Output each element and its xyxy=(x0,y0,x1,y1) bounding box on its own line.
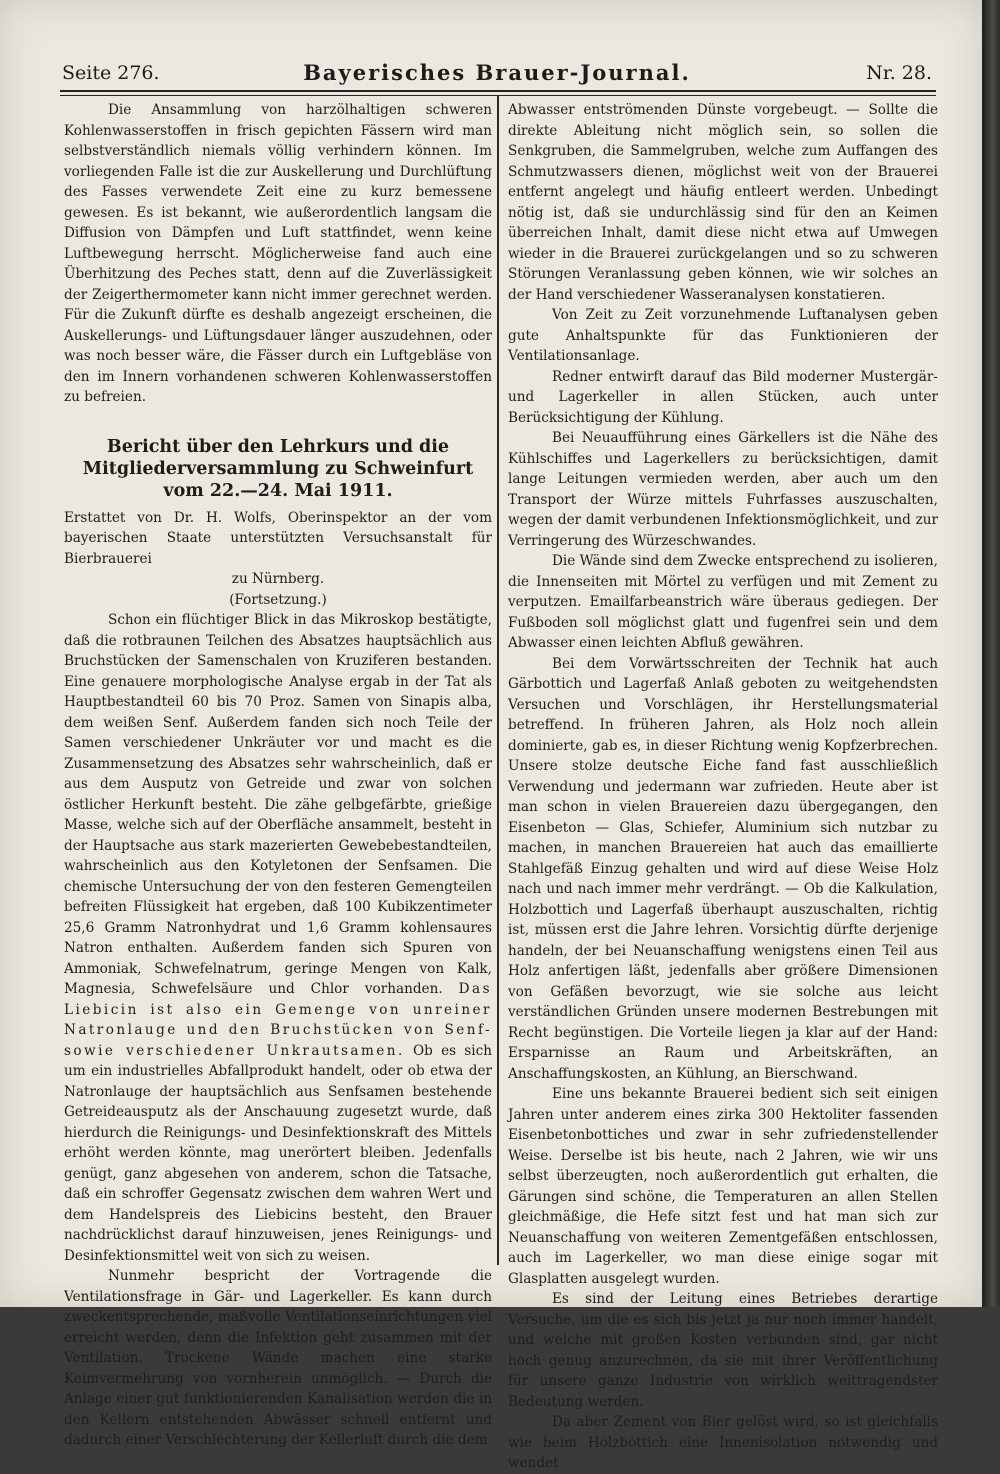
page-number: Seite 276. xyxy=(62,62,160,84)
body-paragraph: Von Zeit zu Zeit vorzunehmende Luftanalysen geben gute Anhaltspunkte für das Funktionieren der Ventilationsanlage. xyxy=(508,307,938,364)
body-paragraph: Bei dem Vorwärtsschreiten der Technik hat auch Gärbottich und Lagerfaß Anlaß geboten zu weitgehendsten Versuchen und Vorschlägen, ihr Herstellungsmaterial betreffend. In früheren Jahren, als Holz noch allein dominierte, gab es, in dieser Richtung wenig Kopfzerbrechen. Unsere stolze deutsche Eiche fand fast ausschließlich Verwendung und jedermann war zufrieden. Heute aber ist man schon in vielen Brauereien dazu übergegangen, den Eisenbeton — Glas, Schiefer, Aluminium sich nutzbar zu machen, in manchen Brauereien hat auch das emaillierte Stahlgefäß Einzug gehalten und wird auf diese Weise Holz nach und nach immer mehr verdrängt. — Ob die Kalkulation, Holzbottich und Lagerfaß überhaupt auszuschalten, richtig ist, müssen erst die Jahre lehren. Vorsichtig dürfte derjenige handeln, der bei Neuanschaffung wenigstens einen Teil aus Holz anfertigen läßt, jedenfalls aber größere Dimensionen von Gefäßen bevorzugt, wie sie solche aus leicht verständlichen Gründen unsere modernen Bestrebungen mit Recht begünstigen. Die Vorteile liegen ja klar auf der Hand: Ersparnisse an Raum und Arbeitskräften, an Anschaffungskosten, an Kühlung, an Bierschwand. xyxy=(508,655,938,1082)
article-heading: Bericht über den Lehrkurs und die Mitgliederversammlung zu Schweinfurt vom 22.—24. Mai 1911. xyxy=(82,436,474,501)
intro-paragraph: Die Ansammlung von harzölhaltigen schweren Kohlenwasserstoffen in frisch gepichten Fässern wird man selbstverständlich niemals völlig verhindern können. Im vorliegenden Falle ist die zur Auskellerung und Durchlüftung des Fasses verwendete Zeit eine zu kurz bemessene gewesen. Es ist bekannt, wie außerordentlich langsam die Diffusion von Dämpfen und Luft stattfindet, wenn keine Luftbewegung herrscht. Möglicherweise fand auch eine Überhitzung des Peches statt, denn auf die Zuverlässigkeit der Zeigerthermometer kann nicht immer gerechnet werden. Für die Zukunft dürfte es deshalb angezeigt erscheinen, die Auskellerungs- und Lüftungsdauer länger auszudehnen, oder was noch besser wäre, die Fässer durch ein Luftgebläse von den im Innern vorhandenen schweren Kohlenwasserstoffen zu befreien. xyxy=(64,102,492,405)
body-paragraph: Da aber Zement von Bier gelöst wird, so ist gleichfalls wie beim Holzbottich eine Innenisolation notwendig und wendet xyxy=(508,1414,938,1471)
body-paragraph: Eine uns bekannte Brauerei bedient sich seit einigen Jahren unter anderem eines zirka 300 Hektoliter fassenden Eisenbetonbottiches und zwar in sehr zufriedenstellender Weise. Derselbe ist bis heute, nach 2 Jahren, wie wir uns selbst überzeugten, noch außerordentlich gut erhalten, die Gärungen sind schöne, die Temperaturen an allen Stellen gleichmäßige, die Hefe sitzt fest und hat man sich zur Neuanschaffung von weiteren Zementgefäßen entschlossen, auch im Lagerkeller, wo man diese einige sogar mit Glasplatten ausgelegt wurden. xyxy=(508,1086,938,1287)
body-paragraph: Die Wände sind dem Zwecke entsprechend zu isolieren, die Innenseiten mit Mörtel zu verfügen und mit Zement zu verputzen. Emailfarbeanstrich wäre überaus gediegen. Der Fußboden soll möglichst glatt und fugenfrei sein und dem Abwasser einen leichten Abfluß gewähren. xyxy=(508,553,938,651)
journal-title: Bayerisches Brauer-Journal. xyxy=(303,60,691,85)
page-header xyxy=(62,60,932,90)
body-paragraph xyxy=(64,610,492,1266)
body-paragraph: Nunmehr bespricht der Vortragende die Ventilationsfrage in Gär- und Lagerkeller. Es kann durch zweckentsprechende, maßvolle Ventilationseinrichtungen viel erreicht werden, denn die Infektion geht zusammen mit der Ventilation. Trockene Wände machen eine starke Keimvermehrung von vornherein unmöglich. — Durch die Anlage einer gut funktionierenden Kanalisation werden die in den Kellern entstehenden Abwässer schnell entfernt und dadurch einer Verschlechterung der Kellerluft durch die dem xyxy=(64,1268,492,1448)
article-byline: Erstattet von Dr. H. Wolfs, Oberinspektor an der vom bayerischen Staate unterstützten Versuchsanstalt für Bierbrauerei xyxy=(64,509,492,567)
body-text: Schon ein flüchtiger Blick in das Mikroskop bestätigte, daß die rotbraunen Teilchen des Absatzes hauptsächlich aus Bruchstücken der Samenschalen von Kruziferen bestanden. Eine genauere morphologische Analyse ergab in der Tat als Hauptbestandteil 60 bis 70 Proz. Samen von Sinapis alba, dem weißen Senf. Außerdem fanden sich noch Teile der Samen verschiedener Unkräuter vor und macht es die Zusammensetzung des Absatzes sehr wahrscheinlich, daß er aus dem Ausputz von Getreide und zwar von solchen östlicher Herkunft besteht. Die zähe gelbgefärbte, grießige Masse, welche sich auf der Oberfläche ansammelt, besteht in der Hauptsache aus stark mazerierten Gewebebestandteilen, wahrscheinlich aus den Kotyletonen der Senfsamen. Die chemische Untersuchung der von den festeren Gemengteilen befreiten Flüssigkeit hat ergeben, daß 100 Kubikzentimeter 25,6 Gramm Natronhydrat und 1,6 Gramm kohlensaures Natron enthalten. Außerdem fanden sich Spuren von Ammoniak, Schwefelnatrum, geringe Mengen von Kalk, Magnesia, Schwefelsäure und Chlor vorhanden. xyxy=(64,612,492,997)
emphasis-text: Das Liebicin ist also ein Gemenge von unreiner Natronlauge und den Bruchstücken von Senf- sowie verschiedener Unkrautsamen. xyxy=(64,981,492,1059)
scan-edge xyxy=(982,0,1000,1307)
body-paragraph: Abwasser entströmenden Dünste vorgebeugt. — Sollte die direkte Ableitung nicht möglich sein, so sollen die Senkgruben, die Sammelgruben, welche zum Auffangen des Schmutzwassers dienen, möglichst weit von der Brauerei entfernt angelegt und häufig entleert werden. Unbedingt nötig ist, daß sie undurchlässig sind für den an Keimen überreichen Inhalt, damit diese nicht etwa auf Umwegen wieder in die Brauerei zurückgelangen und so zu schweren Störungen Veranlassung geben können, wie wir solches an der Hand verschiedener Wasseranalysen konstatieren. xyxy=(508,102,938,303)
right-column xyxy=(508,100,938,1474)
issue-number: Nr. 28. xyxy=(866,62,932,84)
body-paragraph: Redner entwirft darauf das Bild moderner Mustergär- und Lagerkeller in allen Stücken, auch unter Berücksichtigung der Kühlung. xyxy=(508,368,938,426)
byline-place: zu Nürnberg. xyxy=(231,571,325,587)
body-paragraph: Bei Neuaufführung eines Gärkellers ist die Nähe des Kühlschiffes und Lagerkellers zu berücksichtigen, damit lange Leitungen vermieden werden, aber auch um den Transport der Würze mittels Fuhrfasses auszuschalten, wegen der damit verbundenen Infektionsmöglichkeit, und zur Verringerung des Würzeschwandes. xyxy=(508,430,938,549)
left-column xyxy=(64,100,492,1451)
body-text: Ob es sich um ein industrielles Abfallprodukt handelt, oder ob etwa der Natronlauge der hauptsächlich aus Senfsamen bestehende Getreideausputz als der Anschauung zugesetzt wurde, daß hierdurch die Reinigungs- und Desinfektionskraft des Mittels erhöht werden könnte, mag unerörtert bleiben. Jedenfalls genügt, ganz abgesehen von anderem, schon die Tatsache, daß ein schroffer Gegensatz zwischen dem wahren Wert und dem Handelspreis des Liebicins besteht, den Brauer nachdrücklichst darauf hinzuweisen, jenes Reinigungs- und Desinfektionsmittel weit von sich zu weisen. xyxy=(64,1042,492,1264)
column-divider xyxy=(497,95,499,1265)
body-paragraph: Es sind der Leitung eines Betriebes derartige Versuche, um die es sich bis jetzt ja nur noch immer handelt, und welche mit großen Kosten verbunden sind, gar nicht hoch genug anzurechnen, da sie mit ihrer Veröffentlichung für unsere ganze Industrie von wirklich weittragendster Bedeutung werden. xyxy=(508,1291,938,1410)
continuation-note: (Fortsetzung.) xyxy=(229,591,327,608)
